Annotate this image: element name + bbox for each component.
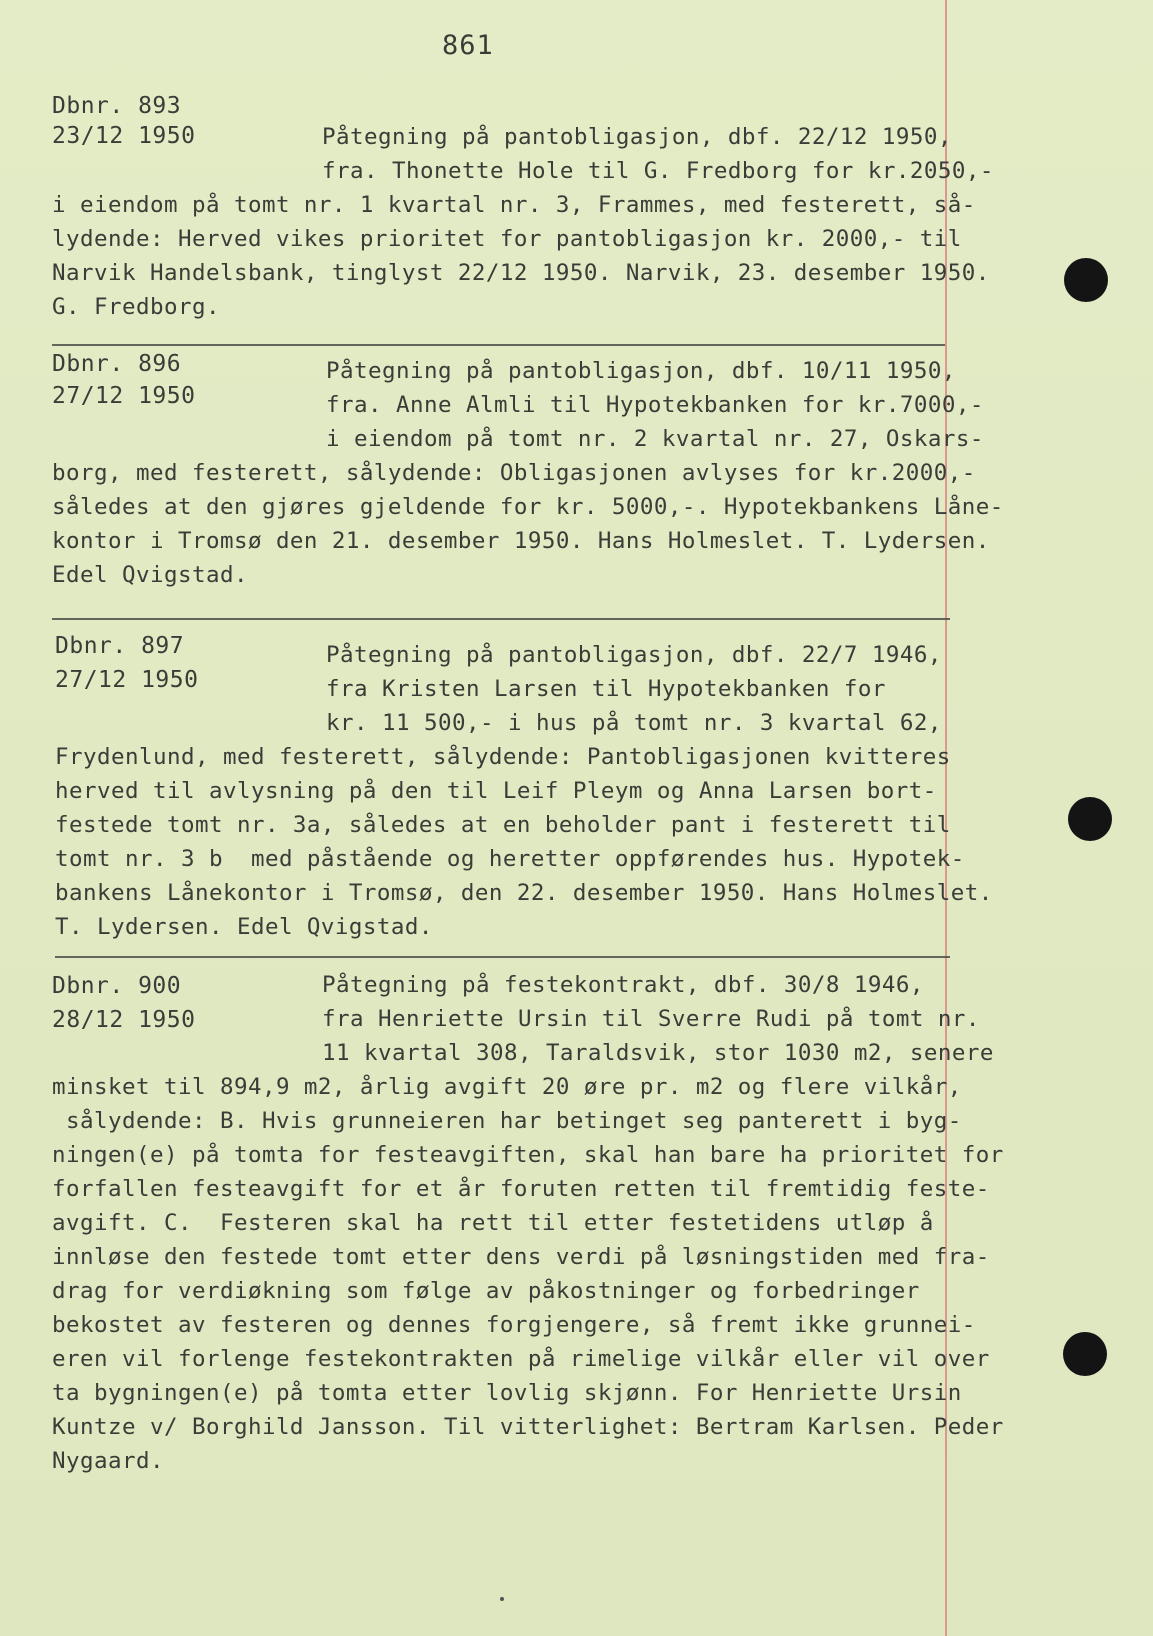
- entry-line: 11 kvartal 308, Taraldsvik, stor 1030 m2, senere: [322, 1040, 994, 1066]
- entry-line: fra Kristen Larsen til Hypotekbanken for: [326, 676, 886, 702]
- entry-line: eren vil forlenge festekontrakten på rimelige vilkår eller vil over: [52, 1346, 990, 1372]
- entry-line: således at den gjøres gjeldende for kr. 5000,-. Hypotekbankens Låne-: [52, 494, 1004, 520]
- entry-line: festede tomt nr. 3a, således at en beholder pant i festerett til: [55, 812, 951, 838]
- entry-line: Kuntze v/ Borghild Jansson. Til vitterlighet: Bertram Karlsen. Peder: [52, 1414, 1004, 1440]
- entry-date: 23/12 1950: [52, 123, 196, 149]
- separator-rule: [52, 618, 950, 620]
- entry-line: sålydende: B. Hvis grunneieren har betinget seg panterett i byg-: [52, 1108, 962, 1134]
- entry-line: drag for verdiøkning som følge av påkostninger og forbedringer: [52, 1278, 920, 1304]
- entry-line: herved til avlysning på den til Leif Pleym og Anna Larsen bort-: [55, 778, 937, 804]
- entry-line: lydende: Herved vikes prioritet for pantobligasjon kr. 2000,- til: [52, 226, 962, 252]
- entry-line: borg, med festerett, sålydende: Obligasjonen avlyses for kr.2000,-: [52, 460, 976, 486]
- entry-line: fra Henriette Ursin til Sverre Rudi på tomt nr.: [322, 1006, 980, 1032]
- entry-line: Narvik Handelsbank, tinglyst 22/12 1950. Narvik, 23. desember 1950.: [52, 260, 990, 286]
- entry-line: avgift. C. Festeren skal ha rett til etter festetidens utløp å: [52, 1210, 934, 1236]
- entry-line: ta bygningen(e) på tomta etter lovlig skjønn. For Henriette Ursin: [52, 1380, 962, 1406]
- page-number: 861: [442, 30, 494, 61]
- entry-line: Frydenlund, med festerett, sålydende: Pantobligasjonen kvitteres: [55, 744, 951, 770]
- entry-line: Nygaard.: [52, 1448, 164, 1474]
- entry-dbnr: Dbnr. 896: [52, 351, 182, 377]
- entry-line: i eiendom på tomt nr. 2 kvartal nr. 27, Oskars-: [326, 426, 984, 452]
- entry-line: kr. 11 500,- i hus på tomt nr. 3 kvartal 62,: [326, 710, 942, 736]
- separator-rule: [55, 956, 950, 958]
- entry-line: i eiendom på tomt nr. 1 kvartal nr. 3, Frammes, med festerett, så-: [52, 192, 976, 218]
- entry-line: innløse den festede tomt etter dens verdi på løsningstiden med fra-: [52, 1244, 990, 1270]
- entry-line: G. Fredborg.: [52, 294, 220, 320]
- entry-line: T. Lydersen. Edel Qvigstad.: [55, 914, 433, 940]
- entry-dbnr: Dbnr. 897: [55, 633, 185, 659]
- entry-line: bekostet av festeren og dennes forgjengere, så fremt ikke grunnei-: [52, 1312, 976, 1338]
- entry-line: Påtegning på pantobligasjon, dbf. 10/11 1950,: [326, 358, 956, 384]
- entry-line: kontor i Tromsø den 21. desember 1950. Hans Holmeslet. T. Lydersen.: [52, 528, 990, 554]
- entry-line: fra. Anne Almli til Hypotekbanken for kr.7000,-: [326, 392, 984, 418]
- entry-dbnr: Dbnr. 900: [52, 973, 182, 999]
- punch-hole: [1064, 258, 1108, 302]
- punch-hole: [1063, 1332, 1107, 1376]
- entry-line: ningen(e) på tomta for festeavgiften, skal han bare ha prioritet for: [52, 1142, 1004, 1168]
- entry-dbnr: Dbnr. 893: [52, 93, 182, 119]
- entry-date: 27/12 1950: [52, 383, 196, 409]
- entry-date: 28/12 1950: [52, 1007, 196, 1033]
- separator-rule: [52, 344, 945, 346]
- entry-line: tomt nr. 3 b med påstående og heretter oppførendes hus. Hypotek-: [55, 846, 965, 872]
- entry-date: 27/12 1950: [55, 667, 199, 693]
- punch-hole: [1068, 797, 1112, 841]
- entry-line: Påtegning på pantobligasjon, dbf. 22/7 1946,: [326, 642, 942, 668]
- entry-line: fra. Thonette Hole til G. Fredborg for kr.2050,-: [322, 158, 994, 184]
- entry-line: Påtegning på pantobligasjon, dbf. 22/12 1950,: [322, 124, 952, 150]
- entry-line: minsket til 894,9 m2, årlig avgift 20 øre pr. m2 og flere vilkår,: [52, 1074, 962, 1100]
- ink-speck: [500, 1597, 504, 1601]
- entry-line: forfallen festeavgift for et år foruten retten til fremtidig feste-: [52, 1176, 990, 1202]
- entry-line: Påtegning på festekontrakt, dbf. 30/8 1946,: [322, 972, 924, 998]
- entry-line: bankens Lånekontor i Tromsø, den 22. desember 1950. Hans Holmeslet.: [55, 880, 993, 906]
- entry-line: Edel Qvigstad.: [52, 562, 248, 588]
